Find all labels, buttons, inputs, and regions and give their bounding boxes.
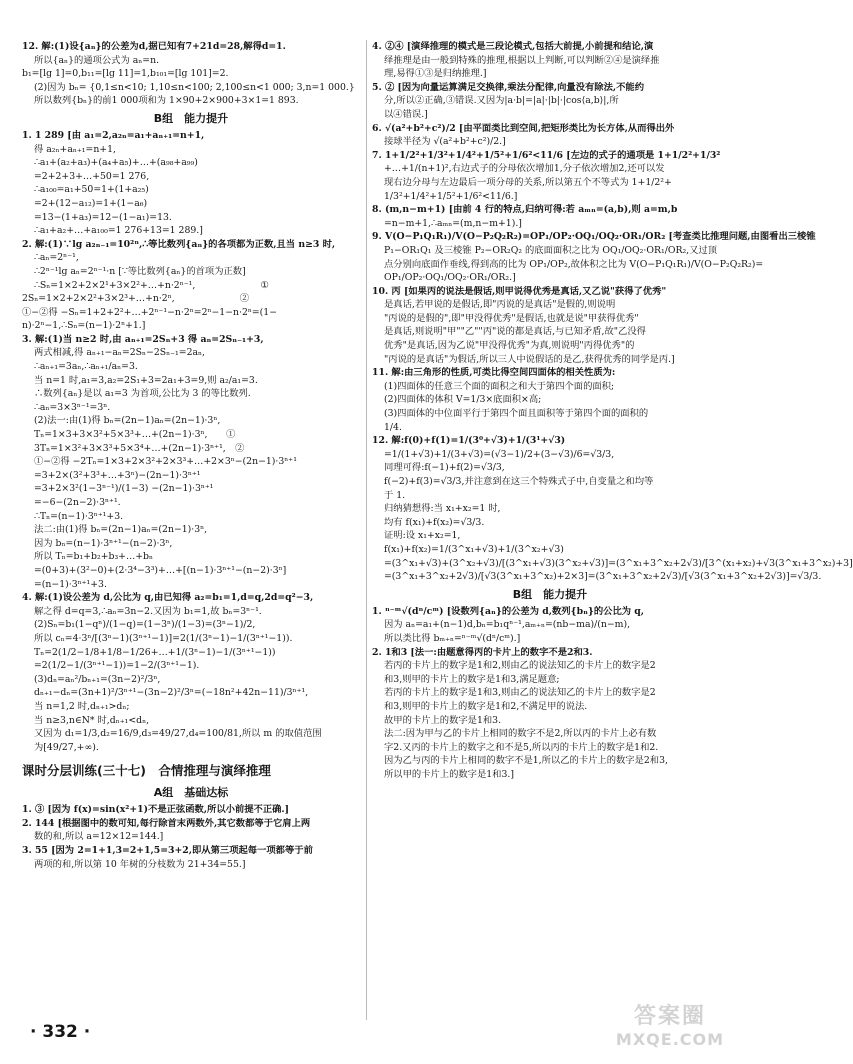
text-line: ①−②得 −Sₙ=1+2+2²+…+2ⁿ⁻¹−n·2ⁿ=2ⁿ−1−n·2ⁿ=(1−: [22, 306, 277, 318]
text-line: 若丙的卡片上的数字是1和2,则由乙的说法知乙的卡片上的数字是2: [384, 660, 656, 672]
answer-item-start: 1. 1 289 [由 a₁=2,a₂ₙ=a₁+aₙ₊₁=n+1,: [22, 129, 205, 141]
section-title: 课时分层训练(三十七) 合情推理与演绎推理: [22, 763, 271, 779]
text-line: (3)四面体的中位面平行于第四个面且面积等于第四个面的面积的: [384, 408, 649, 420]
text-line: ∴数列{aₙ}是以 a₁=3 为首项,公比为 3 的等比数列.: [34, 388, 251, 400]
text-line: 2Sₙ=1×2+2×2²+3×2³+…+n·2ⁿ, ②: [22, 293, 250, 305]
text-line: =n−m+1,∴aₘₙ=(m,n−m+1).]: [384, 217, 522, 229]
watermark-logo-text: 答案圈: [633, 1004, 706, 1029]
text-line: (2)Sₙ=b₁(1−qⁿ)/(1−q)=(1−3ⁿ)/(1−3)=(3ⁿ−1)/2,: [34, 619, 256, 631]
left-column: [22, 40, 360, 1020]
text-line: =−6−(2n−2)·3ⁿ⁺¹.: [34, 497, 121, 508]
answer-item-start: 2. 解:(1)∵lg a₂ₙ₋₁=10²ⁿ,∴等比数列{aₙ}的各项都为正数,且当 n≥3 时,: [22, 238, 336, 250]
group-heading: A组 基础达标: [153, 786, 229, 800]
text-line: ∴Tₙ=(n−1)·3ⁿ⁺¹+3.: [34, 510, 124, 522]
text-line: 又因为 d₁=1/3,d₂=16/9,d₃=49/27,d₄=100/81,所以 m 的取值范围: [34, 728, 322, 740]
text-line: 两项的和,所以第 10 年树的分枝数为 21+34=55.]: [34, 858, 246, 870]
text-line: =2+(12−a₁₂)=1+(1−a₆): [34, 197, 148, 209]
text-line: 得 a₂ₙ+aₙ₊₁=n+1,: [34, 143, 116, 155]
text-line: ∴aₙ₊₁=3aₙ,∴aₙ₊₁/aₙ=3.: [34, 361, 138, 373]
text-line: =(3^x₁+3^x₂+2√3)/[√3(3^x₁+3^x₂)+2×3]=(3^x₁+3^x₂+2√3)/[√3(3^x₁+3^x₂+2√3)]=√3/3.: [384, 571, 822, 583]
text-line: ∴a₁+(a₂+a₃)+(a₄+a₅)+…+(a₉₈+a₉₉): [34, 157, 198, 169]
text-line: ∴a₁₀₀=a₁+50=1+(1+a₂₅): [34, 184, 149, 196]
answer-item-start: 2. 1和3 [法一:由题意得丙的卡片上的数字不是2和3.: [372, 646, 593, 658]
text-line: ∴aₙ=2ⁿ⁻¹,: [34, 252, 79, 264]
text-line: f(−2)+f(3)=√3/3,并注意到在这三个特殊式子中,自变量之和均等: [384, 476, 654, 487]
text-line: Tₙ=1×3+3×3²+5×3³+…+(2n−1)·3ⁿ, ①: [34, 429, 236, 441]
text-line: ①−②得 −2Tₙ=1×3+2×3²+2×3³+…+2×3ⁿ−(2n−1)·3ⁿ⁺¹: [34, 456, 297, 468]
text-line: 接球半径为 √(a²+b²+c²)/2.]: [384, 136, 506, 148]
answer-item-start: 11. 解:由三角形的性质,可类比得空间四面体的相关性质为:: [372, 367, 616, 379]
text-line: ∴Sₙ=1×2+2×2¹+3×2²+…+n·2ⁿ⁻¹, ①: [34, 279, 269, 291]
text-line: dₙ₊₁−dₙ=(3n+1)²/3ⁿ⁺¹−(3n−2)²/3ⁿ=(−18n²+42n−11)/3ⁿ⁺¹,: [34, 687, 309, 699]
text-line: 因为乙与丙的卡片上相同的数字不是1,所以乙的卡片上的数字是2和3,: [384, 755, 668, 767]
text-line: 绎推理是由一般到特殊的推理,根据以上判断,可以判断②④是演绎推: [384, 54, 660, 66]
text-line: 理,易得①③是归纳推理.]: [384, 68, 487, 80]
answer-item-start: 1. ⁿ⁻ᵐ√(dⁿ/cᵐ) [设数列{aₙ}的公差为 d,数列{bₙ}的公比为 q,: [372, 605, 645, 617]
text-line: =3+2×(3²+3³+…+3ⁿ)−(2n−1)·3ⁿ⁺¹: [34, 469, 201, 481]
text-line: 同理可得:f(−1)+f(2)=√3/3,: [384, 462, 505, 474]
answer-item-start: 5. ② [因为向量运算满足交换律,乘法分配律,向量没有除法,不能约: [372, 81, 645, 93]
text-line: 1/4.: [384, 421, 402, 433]
text-line: 当 n=1,2 时,dₙ₊₁>dₙ;: [34, 700, 130, 712]
text-line: 所以 cₙ=4·3ⁿ/[(3ⁿ−1)(3ⁿ⁺¹−1)]=2(1/(3ⁿ−1)−1/(3ⁿ⁺¹−1)).: [34, 632, 293, 644]
text-line: =(n−1)·3ⁿ⁺¹+3.: [34, 578, 107, 590]
watermark-url: MXQE.COM: [615, 1030, 725, 1049]
site-watermark: [604, 1004, 736, 1056]
text-line: ∴2ⁿ⁻¹lg aₙ=2ⁿ⁻¹·n [∵等比数列{aₙ}的首项为正数]: [34, 265, 246, 277]
answer-item-start: 9. V(O−P₁Q₁R₁)/V(O−P₂Q₂R₂)=OP₁/OP₂·OQ₁/OQ₂·OR₁/OR₂ [考查类比推理问题,由图看出三棱锥: [372, 231, 816, 243]
text-line: 所以甲的卡片上的数字是1和3.]: [384, 768, 514, 780]
text-line: 均有 f(x₁)+f(x₂)=√3/3.: [384, 516, 485, 528]
text-line: 优秀"是真话,因为乙说"甲没得优秀"为真,则说明"丙得优秀"的: [384, 340, 635, 352]
text-line: 法二:由(1)得 bₙ=(2n−1)aₙ=(2n−1)·3ⁿ,: [34, 524, 208, 536]
answer-item-start: 8. (m,n−m+1) [由前 4 行的特点,归纳可得:若 aₘₙ=(a,b),则 a=m,b: [372, 204, 678, 216]
text-line: (2)因为 bₙ= {0,1≤n<10; 1,10≤n<100; 2,100≤n<1 000; 3,n=1 000.}: [34, 81, 355, 93]
text-line: 3Tₙ=1×3²+3×3³+5×3⁴+…+(2n−1)·3ⁿ⁺¹, ②: [34, 442, 245, 454]
text-line: 所以{aₙ}的通项公式为 aₙ=n.: [34, 54, 160, 66]
text-line: "丙说的是真话"为假话,所以三人中说假话的是乙,获得优秀的同学是丙.]: [384, 353, 675, 365]
text-line: ∴a₁+a₂+…+a₁₀₀=1 276+13=1 289.]: [34, 225, 203, 237]
answer-item-start: 3. 55 [因为 2=1+1,3=2+1,5=3+2,即从第三项起每一项都等于前: [22, 845, 313, 857]
text-line: =13−(1+a₃)=12−(1−a₁)=13.: [34, 211, 172, 223]
text-line: =1/(1+√3)+1/(3+√3)=(√3−1)/2+(3−√3)/6=√3/3,: [384, 448, 615, 460]
text-line: 现右边分母与左边最后一项分母的关系,所以第五个不等式为 1+1/2²+: [384, 176, 672, 188]
text-line: =(3^x₁+√3)+(3^x₂+√3)/[(3^x₁+√3)(3^x₂+√3)]=(3^x₁+3^x₂+2√3)/[3^(x₁+x₂)+√3(3^x₁+3^x₂)+3]: [384, 557, 853, 569]
answer-item-start: 4. 解:(1)设公差为 d,公比为 q,由已知得 a₂=b₁=1,d=q,2d=q²−3,: [22, 592, 314, 604]
text-line: 法二:因为甲与乙的卡片上相同的数字不是2,所以丙的卡片上必有数: [384, 728, 657, 740]
text-line: 是真话,则说明"甲""乙""丙"说的都是真话,与已知矛盾,故"乙没得: [384, 326, 646, 338]
text-line: f(x₁)+f(x₂)=1/(3^x₁+√3)+1/(3^x₂+√3): [384, 543, 564, 555]
answer-item-start: 1. ③ [因为 f(x)=sin(x²+1)不是正弦函数,所以小前提不正确.]: [22, 804, 290, 816]
text-line: n)·2ⁿ−1,∴Sₙ=(n−1)·2ⁿ+1.]: [22, 320, 146, 332]
group-heading: B组 能力提升: [153, 111, 229, 125]
text-line: Tₙ=2(1/2−1/8+1/8−1/26+…+1/(3ⁿ−1)−1/(3ⁿ⁺¹−1)): [34, 646, 276, 658]
text-line: b₁=[lg 1]=0,b₁₁=[lg 11]=1,b₁₀₁=[lg 101]=2.: [22, 68, 229, 80]
text-line: "丙说的是假的",即"甲没得优秀"是假话,也就是说"甲获得优秀": [384, 312, 639, 324]
answer-item-start: 3. 解:(1)当 n≥2 时,由 aₙ₊₁=2Sₙ+3 得 aₙ=2Sₙ₋₁+3,: [22, 333, 264, 345]
text-line: 两式相减,得 aₙ₊₁−aₙ=2Sₙ−2Sₙ₋₁=2aₙ,: [34, 347, 205, 359]
text-line: (3)dₙ=aₙ²/bₙ₊₁=(3n−2)²/3ⁿ,: [34, 673, 161, 685]
text-line: 点分别向底面作垂线,得到高的比为 OP₁/OP₂,故体积之比为 V(O−P₁Q₁R₁)/V(O−P₂Q₂R₂)=: [384, 258, 764, 270]
text-line: =(0+3)+(3²−0)+(2·3⁴−3³)+…+[(n−1)·3ⁿ⁺¹−(n−2)·3ⁿ]: [34, 564, 287, 576]
text-line: 归纳猜想得:当 x₁+x₂=1 时,: [384, 503, 501, 515]
text-line: P₁−OR₁Q₁ 及三棱锥 P₂−OR₂Q₂ 的底面面积之比为 OQ₁/OQ₂·OR₁/OR₂,又过顶: [384, 244, 718, 256]
text-line: 证明:设 x₁+x₂=1,: [384, 530, 461, 542]
text-line: 所以数列{bₙ}的前1 000项和为 1×90+2×900+3×1=1 893.: [34, 95, 299, 107]
answer-item-start: 7. 1+1/2²+1/3²+1/4²+1/5²+1/6²<11/6 [左边的式子的通项是 1+1/2²+1/3²: [372, 149, 721, 161]
text-line: 所以类比得 bₘ₊ₙ=ⁿ⁻ᵐ√(dⁿ/cᵐ).]: [384, 632, 521, 644]
text-line: 解之得 d=q=3,∴aₙ=3n−2.又因为 b₁=1,故 bₙ=3ⁿ⁻¹.: [34, 605, 262, 617]
text-line: 字2.又丙的卡片上的数字之和不是5,所以丙的卡片上的数字是1和2.: [384, 741, 659, 753]
text-line: 因为 aₙ=a₁+(n−1)d,bₙ=b₁qⁿ⁻¹,aₘ₊ₙ=(nb−ma)/(n−m),: [384, 619, 631, 631]
answer-item-start: 12. 解:f(0)+f(1)=1/(3⁰+√3)+1/(3¹+√3): [372, 435, 566, 447]
text-line: (2)四面体的体积 V=1/3×底面积×高;: [384, 394, 542, 406]
text-line: 和3,则甲的卡片上的数字是1和2,不满足甲的说法.: [384, 700, 588, 712]
answer-item-start: 12. 解:(1)设{aₙ}的公差为d,据已知有7+21d=28,解得d=1.: [22, 41, 286, 52]
text-line: 1/3²+1/4²+1/5²+1/6²<11/6.]: [384, 190, 518, 202]
group-heading: B组 能力提升: [512, 587, 588, 601]
text-line: 所以 Tₙ=b₁+b₂+b₃+…+bₙ: [34, 551, 154, 563]
right-column: [372, 40, 853, 1020]
text-line: +…+1/(n+1)²,右边式子的分母依次增加1,分子依次增加2,还可以发: [384, 163, 665, 175]
answer-item-start: 4. ②④ [演绎推理的模式是三段论模式,包括大前提,小前提和结论,演: [372, 41, 654, 52]
text-line: 当 n≥3,n∈N* 时,dₙ₊₁<dₙ,: [34, 714, 150, 726]
text-line: =3+2×3²(1−3ⁿ⁻¹)/(1−3) −(2n−1)·3ⁿ⁺¹: [34, 483, 214, 495]
text-line: 若丙的卡片上的数字是1和3,则由乙的说法知乙的卡片上的数字是2: [384, 687, 656, 699]
text-line: (1)四面体的任意三个面的面积之和大于第四个面的面积;: [384, 380, 615, 392]
text-line: 当 n=1 时,a₁=3,a₂=2S₁+3=2a₁+3=9,则 a₂/a₁=3.: [34, 374, 258, 386]
answer-item-start: 2. 144 [根据图中的数可知,每行除首末两数外,其它数都等于它肩上两: [22, 817, 311, 829]
page-number: · 332 ·: [30, 1022, 91, 1042]
text-line: 数的和,所以 a=12×12=144.]: [34, 831, 164, 843]
text-line: 是真话,若甲说的是假话,即"丙说的是真话"是假的,则说明: [384, 299, 616, 311]
text-line: =2(1/2−1/(3ⁿ⁺¹−1))=1−2/(3ⁿ⁺¹−1).: [34, 660, 200, 672]
answer-item-start: 10. 丙 [如果丙的说法是假话,则甲说得优秀是真话,又乙说"获得了优秀": [372, 285, 667, 297]
text-line: 和3,则甲的卡片上的数字是1和3,满足题意;: [384, 673, 560, 685]
text-line: 于 1.: [384, 489, 406, 501]
text-line: 为[49/27,+∞).: [34, 741, 99, 753]
text-line: 故甲的卡片上的数字是1和3.: [384, 714, 502, 726]
text-line: ∴aₙ=3×3ⁿ⁻¹=3ⁿ.: [34, 401, 111, 413]
text-line: 以④错误.]: [384, 108, 428, 120]
text-line: 因为 bₙ=(n−1)·3ⁿ⁺¹−(n−2)·3ⁿ,: [34, 537, 173, 549]
text-line: OP₁/OP₂·OQ₁/OQ₂·OR₁/OR₂.]: [384, 272, 516, 284]
text-line: (2)法一:由(1)得 bₙ=(2n−1)aₙ=(2n−1)·3ⁿ,: [34, 415, 221, 427]
answer-item-start: 6. √(a²+b²+c²)/2 [由平面类比到空间,把矩形类比为长方体,从而得出外: [372, 122, 675, 134]
column-divider: [366, 40, 367, 1020]
text-line: =2+2+3+…+50=1 276,: [34, 170, 150, 182]
text-line: 分,所以②正确,③错误.又因为|a·b|=|a|·|b|·|cos⟨a,b⟩|,所: [384, 95, 619, 107]
